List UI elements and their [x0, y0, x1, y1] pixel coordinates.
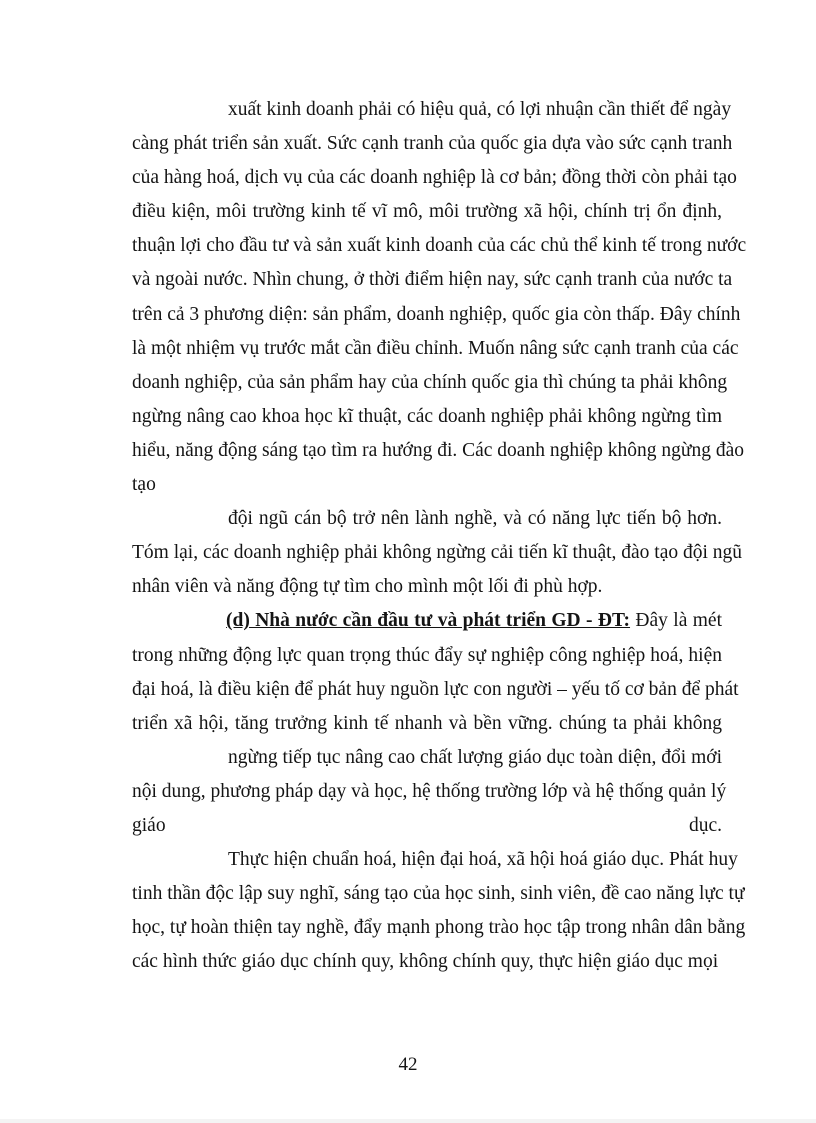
section-heading: (d) Nhà nước cần đầu tư và phát triển GD - ĐT: — [226, 610, 631, 632]
paragraph-line — [132, 809, 722, 843]
paragraph-line: trong những động lực quan trọng thúc đẩy sự nghiệp công nghiệp hoá, hiện — [132, 644, 722, 666]
split-word-right: dục. — [688, 814, 722, 836]
paragraph-line: nhân viên và năng động tự tìm cho mình một lối đi phù hợp. — [132, 576, 603, 598]
paragraph-line: và ngoài nước. Nhìn chung, ở thời điểm hiện nay, sức cạnh tranh của nước ta — [132, 269, 733, 291]
paragraph-line: ngừng tiếp tục nâng cao chất lượng giáo dục toàn diện, đổi mới — [228, 746, 722, 768]
paragraph-line: triển xã hội, tăng trưởng kinh tế nhanh và bền vững. chúng ta phải không — [132, 712, 722, 734]
page-bottom-edge — [0, 1119, 816, 1123]
paragraph-line: học, tự hoàn thiện tay nghề, đẩy mạnh phong trào học tập trong nhân dân bằng — [132, 917, 746, 939]
paragraph-line: Tóm lại, các doanh nghiệp phải không ngừng cải tiến kĩ thuật, đào tạo đội ngũ — [132, 542, 743, 564]
paragraph-line: là một nhiệm vụ trước mắt cần điều chỉnh. Muốn nâng sức cạnh tranh của các — [132, 337, 739, 359]
paragraph-line: càng phát triển sản xuất. Sức cạnh tranh của quốc gia dựa vào sức cạnh tranh — [132, 133, 733, 155]
paragraph-line: tinh thần độc lập suy nghĩ, sáng tạo của học sinh, sinh viên, đề cao năng lực tự — [132, 883, 745, 905]
paragraph-line: Thực hiện chuẩn hoá, hiện đại hoá, xã hội hoá giáo dục. Phát huy — [228, 849, 738, 871]
paragraph-line: của hàng hoá, dịch vụ của các doanh nghiệp là cơ bản; đồng thời còn phải tạo — [132, 167, 737, 189]
paragraph-line: điều kiện, môi trường kinh tế vĩ mô, môi trường xã hội, chính trị ổn định, — [132, 201, 722, 223]
paragraph-line: trên cả 3 phương diện: sản phẩm, doanh nghiệp, quốc gia còn thấp. Đây chính — [132, 303, 741, 325]
paragraph-line: nội dung, phương pháp dạy và học, hệ thống trường lớp và hệ thống quản lý — [132, 780, 727, 802]
paragraph-line: đội ngũ cán bộ trở nên lành nghề, và có năng lực tiến bộ hơn. — [228, 508, 722, 530]
section-heading-line — [132, 604, 722, 638]
paragraph-line: đại hoá, là điều kiện để phát huy nguồn lực con người – yếu tố cơ bản để phát — [132, 678, 739, 700]
page-number: 42 — [398, 1054, 418, 1075]
section-heading-continuation: Đây là mét — [635, 610, 722, 632]
paragraph-line: hiểu, năng động sáng tạo tìm ra hướng đi. Các doanh nghiệp không ngừng đào — [132, 439, 745, 461]
paragraph-line: doanh nghiệp, của sản phẩm hay của chính quốc gia thì chúng ta phải không — [132, 371, 728, 393]
paragraph-line: xuất kinh doanh phải có hiệu quả, có lợi nhuận cần thiết để ngày — [228, 99, 732, 120]
split-word-left: giáo — [132, 814, 166, 836]
paragraph-line: ngừng nâng cao khoa học kĩ thuật, các doanh nghiệp phải không ngừng tìm — [132, 405, 722, 427]
paragraph-line: tạo — [132, 474, 156, 496]
paragraph-line: các hình thức giáo dục chính quy, không chính quy, thực hiện giáo dục mọi — [132, 951, 719, 973]
paragraph-line: thuận lợi cho đầu tư và sản xuất kinh doanh của các chủ thể kinh tế trong nước — [132, 235, 747, 257]
body-text — [132, 93, 747, 979]
